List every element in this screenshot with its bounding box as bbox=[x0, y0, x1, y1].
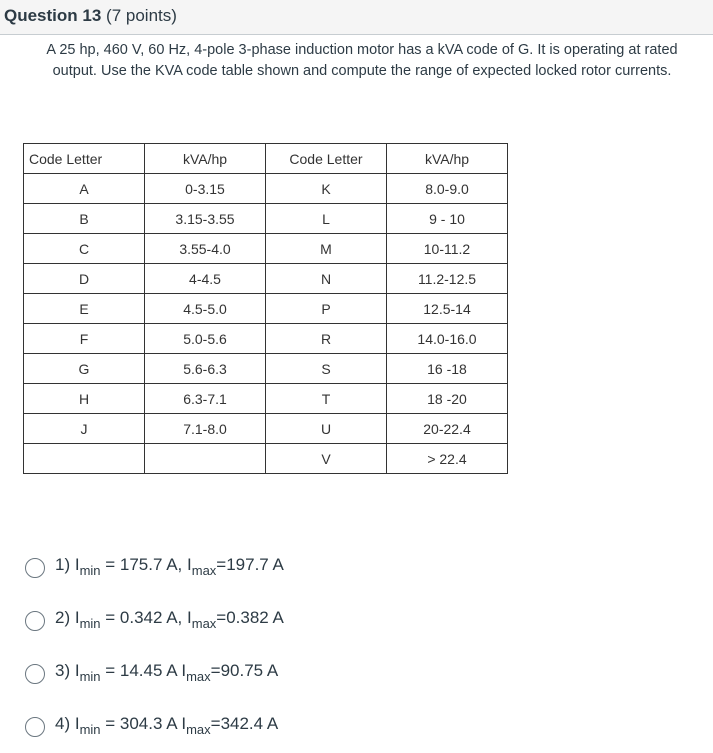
table-row bbox=[24, 174, 508, 204]
answer-subscript: max bbox=[191, 563, 217, 578]
table-cell: 3.15-3.55 bbox=[145, 204, 266, 234]
table-cell: 4-4.5 bbox=[145, 264, 266, 294]
table-cell: J bbox=[24, 414, 145, 444]
table-cell: D bbox=[24, 264, 145, 294]
table-cell: 9 - 10 bbox=[387, 204, 508, 234]
table-cell: T bbox=[266, 384, 387, 414]
table-cell: H bbox=[24, 384, 145, 414]
answer-text: =197.7 A bbox=[216, 555, 284, 574]
answer-text: =90.75 A bbox=[210, 661, 279, 680]
table-cell: G bbox=[24, 354, 145, 384]
answer-text: 2) I bbox=[55, 608, 80, 627]
table-row bbox=[24, 234, 508, 264]
radio-button[interactable] bbox=[25, 558, 45, 578]
table-cell: 14.0-16.0 bbox=[387, 324, 508, 354]
question-text bbox=[22, 40, 702, 82]
table-cell: 7.1-8.0 bbox=[145, 414, 266, 444]
table-cell: F bbox=[24, 324, 145, 354]
table-header-row bbox=[24, 144, 508, 174]
question-number: Question 13 bbox=[4, 6, 102, 25]
answer-option-4[interactable] bbox=[25, 711, 345, 751]
table-row bbox=[24, 294, 508, 324]
table-row bbox=[24, 444, 508, 474]
table-row bbox=[24, 384, 508, 414]
radio-button[interactable] bbox=[25, 717, 45, 737]
table-cell: V bbox=[266, 444, 387, 474]
answer-text: =342.4 A bbox=[210, 714, 279, 733]
answer-text: = 14.45 A I bbox=[100, 661, 187, 680]
table-cell: 10-11.2 bbox=[387, 234, 508, 264]
answer-option-3[interactable] bbox=[25, 658, 345, 698]
answer-text: 1) I bbox=[55, 555, 80, 574]
answer-subscript: min bbox=[79, 722, 101, 737]
question-text-line: output. Use the KVA code table shown and compute the range of expected locked rotor currents. bbox=[52, 63, 672, 79]
radio-button[interactable] bbox=[25, 611, 45, 631]
table-cell: 5.6-6.3 bbox=[145, 354, 266, 384]
table-header-cell: kVA/hp bbox=[387, 144, 508, 174]
answer-option-1[interactable] bbox=[25, 552, 345, 592]
answer-subscript: min bbox=[79, 563, 101, 578]
table-cell bbox=[145, 444, 266, 474]
answer-option-2[interactable] bbox=[25, 605, 345, 645]
table-cell: M bbox=[266, 234, 387, 264]
table-cell: 8.0-9.0 bbox=[387, 174, 508, 204]
table-cell: E bbox=[24, 294, 145, 324]
table-cell: R bbox=[266, 324, 387, 354]
answer-text: = 175.7 A, I bbox=[100, 555, 192, 574]
table-cell: 4.5-5.0 bbox=[145, 294, 266, 324]
answer-text: = 0.342 A, I bbox=[100, 608, 192, 627]
table-cell: N bbox=[266, 264, 387, 294]
table-cell: 11.2-12.5 bbox=[387, 264, 508, 294]
answer-text: 3) I bbox=[55, 661, 80, 680]
table-row bbox=[24, 354, 508, 384]
table-row bbox=[24, 324, 508, 354]
answer-text: = 304.3 A I bbox=[100, 714, 187, 733]
table-cell: P bbox=[266, 294, 387, 324]
table-cell: 16 -18 bbox=[387, 354, 508, 384]
answer-subscript: max bbox=[186, 722, 211, 737]
table-row bbox=[24, 414, 508, 444]
answer-subscript: max bbox=[191, 616, 217, 631]
answer-label[interactable] bbox=[55, 661, 278, 684]
answer-subscript: min bbox=[79, 669, 101, 684]
table-header-cell: Code Letter bbox=[266, 144, 387, 174]
table-cell: A bbox=[24, 174, 145, 204]
question-points: (7 points) bbox=[106, 6, 177, 25]
answer-label[interactable] bbox=[55, 608, 284, 631]
question-title bbox=[4, 6, 177, 26]
table-cell: 18 -20 bbox=[387, 384, 508, 414]
table-cell: > 22.4 bbox=[387, 444, 508, 474]
radio-button[interactable] bbox=[25, 664, 45, 684]
table-cell: 6.3-7.1 bbox=[145, 384, 266, 414]
question-header bbox=[0, 0, 713, 35]
table-cell: 5.0-5.6 bbox=[145, 324, 266, 354]
answer-subscript: max bbox=[186, 669, 211, 684]
table-cell: 3.55-4.0 bbox=[145, 234, 266, 264]
table-header-cell: Code Letter bbox=[24, 144, 145, 174]
table-cell: B bbox=[24, 204, 145, 234]
kva-code-table bbox=[23, 143, 508, 474]
table-row bbox=[24, 264, 508, 294]
question-text-line: A 25 hp, 460 V, 60 Hz, 4-pole 3-phase induction motor has a kVA code of G. It is operating at rated bbox=[46, 42, 678, 58]
table-cell bbox=[24, 444, 145, 474]
answer-label[interactable] bbox=[55, 555, 284, 578]
table-cell: S bbox=[266, 354, 387, 384]
answer-text: =0.382 A bbox=[216, 608, 284, 627]
table-cell: C bbox=[24, 234, 145, 264]
table-cell: 0-3.15 bbox=[145, 174, 266, 204]
table-row bbox=[24, 204, 508, 234]
table-cell: L bbox=[266, 204, 387, 234]
table-header-cell: kVA/hp bbox=[145, 144, 266, 174]
table-cell: U bbox=[266, 414, 387, 444]
table-cell: K bbox=[266, 174, 387, 204]
answer-text: 4) I bbox=[55, 714, 80, 733]
answer-subscript: min bbox=[79, 616, 101, 631]
table-cell: 20-22.4 bbox=[387, 414, 508, 444]
table-cell: 12.5-14 bbox=[387, 294, 508, 324]
answer-label[interactable] bbox=[55, 714, 278, 737]
